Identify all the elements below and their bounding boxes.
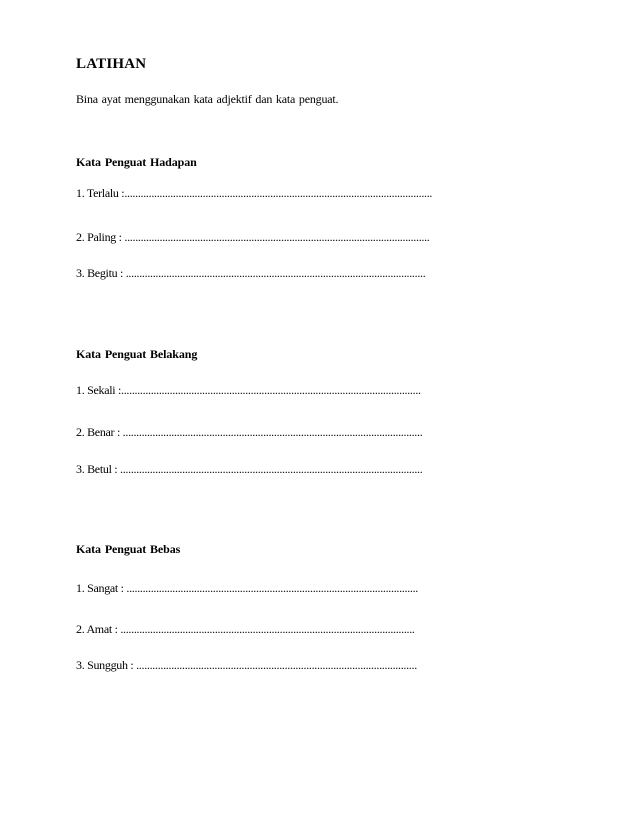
exercise-line-betul: 3. Betul : ................................................................................................................ [76,462,423,476]
section-heading-hadapan: Kata Penguat Hadapan [76,155,197,169]
exercise-line-sekali: 1. Sekali :............................................................................................................... [76,383,421,397]
section-heading-bebas: Kata Penguat Bebas [76,542,181,556]
exercise-line-begitu: 3. Begitu : ............................................................................................................... [76,266,426,280]
section-heading-belakang: Kata Penguat Belakang [76,347,198,361]
exercise-line-terlalu: 1. Terlalu :.................................................................................................................. [76,186,433,200]
page-title: LATIHAN [76,56,147,72]
exercise-line-amat: 2. Amat : ............................................................................................................. [76,622,415,636]
instruction-text: Bina ayat menggunakan kata adjektif dan kata penguat. [76,92,339,106]
exercise-line-paling: 2. Paling : ................................................................................................................. [76,230,430,244]
exercise-line-benar: 2. Benar : ............................................................................................................... [76,425,423,439]
exercise-line-sungguh: 3. Sungguh : ........................................................................................................ [76,658,417,672]
exercise-line-sangat: 1. Sangat : ............................................................................................................ [76,581,418,595]
